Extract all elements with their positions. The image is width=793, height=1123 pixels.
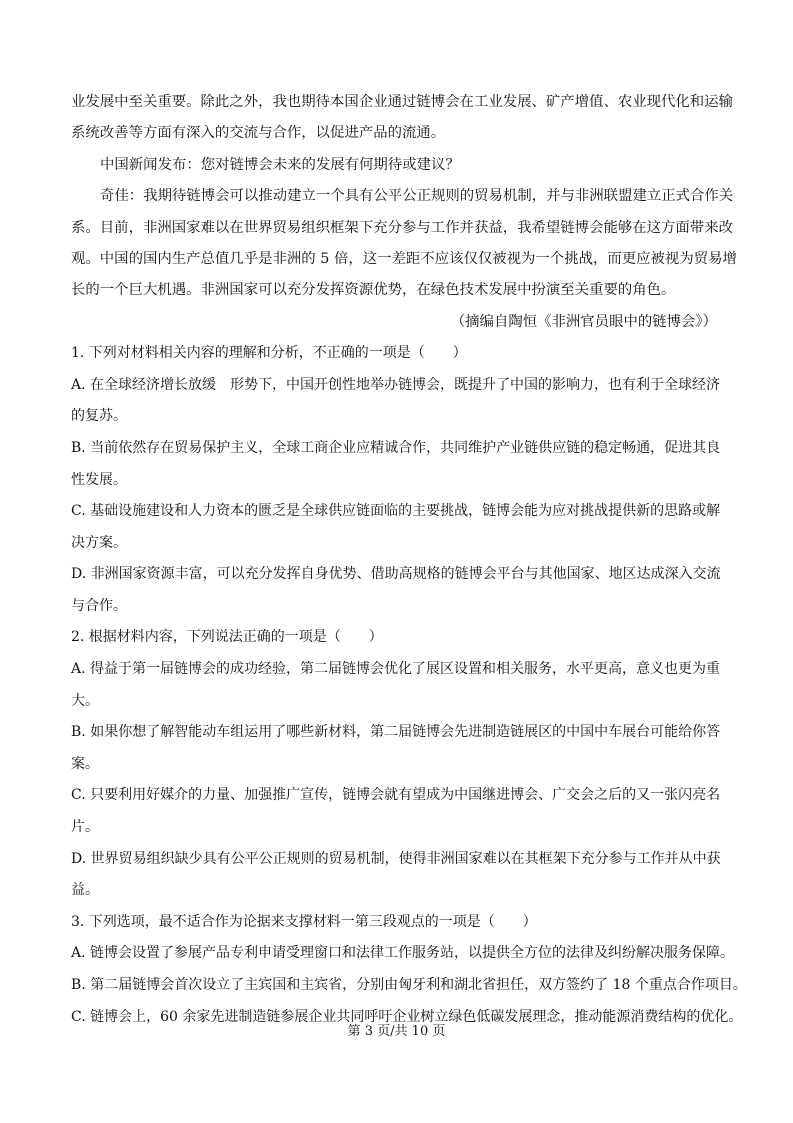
option-line: B. 第二届链博会首次设立了主宾国和主宾省，分别由匈牙利和湖北省担任，双方签约了 18 个重点合作项目。 [71,977,747,993]
question-stem: 1. 下列对材料相关内容的理解和分析，不正确的一项是（ ） [71,345,467,362]
passage-source: （摘编自陶恒《非洲官员眼中的链博会》） [450,313,717,330]
passage-line: 中国新闻发布：您对链博会未来的发展有何期待或建议？ [100,156,460,173]
question-stem: 2. 根据材料内容，下列说法正确的一项是（ ） [71,629,383,646]
option-line: A. 链博会设置了参展产品专利申请受理窗口和法律工作服务站，以提供全方位的法律及纠纷解决服务保障。 [71,945,735,962]
option-line: B. 如果你想了解智能动车组运用了哪些新材料，第二届链博会先进制造链展区的中国中车展台可能给你答 [71,724,721,741]
option-line: C. 链博会上，60 余家先进制造链参展企业共同呼吁企业树立绿色低碳发展理念，推动能源消费结构的优化。 [71,1008,743,1025]
passage-line: 系统改善等方面有深入的交流与合作，以促进产品的流通。 [71,125,446,142]
passage-line: 系。目前，非洲国家难以在世界贸易组织框架下充分参与工作并获益，我希望链博会能够在这方面带来改 [71,219,733,236]
option-line: C. 基础设施建设和人力资本的匮乏是全球供应链面临的主要挑战，链博会能为应对挑战提供新的思路或解 [71,503,721,520]
option-line: B. 当前依然存在贸易保护主义，全球工商企业应精诚合作，共同维护产业链供应链的稳定畅通，促进其良 [71,439,721,456]
option-line: 决方案。 [71,534,127,551]
option-line: 益。 [71,882,99,899]
option-line: 与合作。 [71,597,127,614]
passage-line: 奇佳：我期待链博会可以推动建立一个具有公平公正规则的贸易机制，并与非洲联盟建立正式合作关 [100,188,734,205]
option-line: 片。 [71,819,99,836]
option-line: A. 在全球经济增长放缓 形势下，中国开创性地举办链博会，既提升了中国的影响力，也有利于全球经济 [71,376,721,393]
question-1 [71,338,723,622]
option-line: D. 非洲国家资源丰富，可以充分发挥自身优势、借助高规格的链博会平台与其他国家、地区达成深入交流 [71,566,721,583]
option-line: 大。 [71,692,99,709]
passage [71,87,737,338]
document-body [71,87,747,1033]
option-line: 的复苏。 [71,408,127,425]
option-line: C. 只要利用好媒介的力量、加强推广宣传，链博会就有望成为中国继进博会、广交会之后的又一张闪亮名 [71,787,721,804]
question-stem: 3. 下列选项，最不适合作为论据来支撑材料一第三段观点的一项是（ ） [71,913,537,930]
passage-line: 长的一个巨大机遇。非洲国家可以充分发挥资源优势，在绿色技术发展中扮演至关重要的角色。 [71,282,676,299]
question-2 [71,622,723,906]
option-line: A. 得益于第一届链博会的成功经验，第二届链博会优化了展区设置和相关服务，水平更高，意义也更为重 [71,661,721,678]
option-line: 性发展。 [71,471,127,488]
page-number: 第 3 页/共 10 页 [347,1024,446,1039]
option-line: D. 世界贸易组织缺少具有公平公正规则的贸易机制，使得非洲国家难以在其框架下充分参与工作并从中获 [71,850,721,867]
passage-line: 观。中国的国内生产总值几乎是非洲的 5 倍，这一差距不应该仅仅被视为一个挑战，而更应被视为贸易增 [71,250,737,267]
question-3 [71,907,747,1033]
passage-line: 业发展中至关重要。除此之外，我也期待本国企业通过链博会在工业发展、矿产增值、农业现代化和运输 [71,94,733,110]
option-line: 案。 [71,755,99,772]
